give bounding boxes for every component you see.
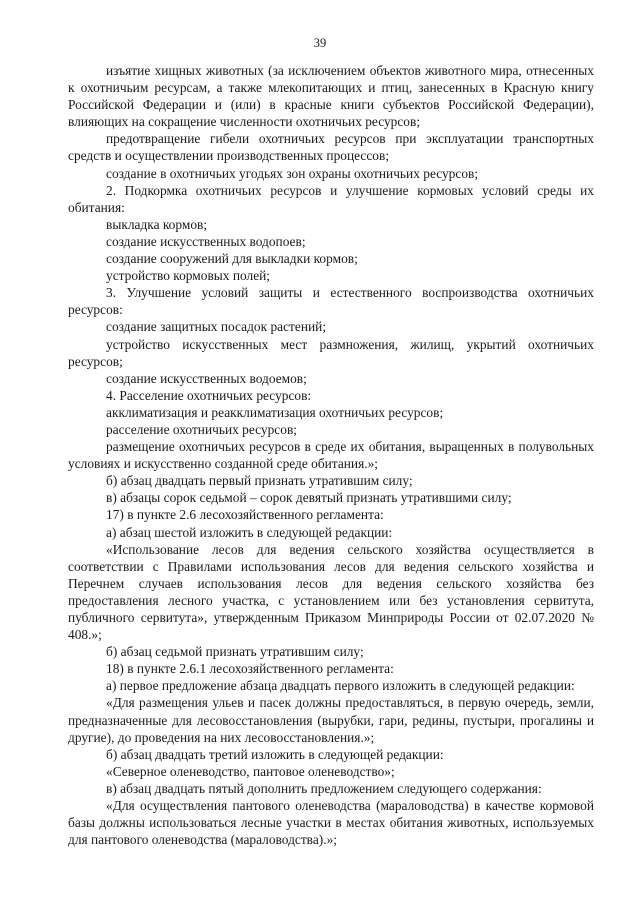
paragraph: создание защитных посадок растений;	[106, 319, 327, 335]
paragraph: акклиматизация и реакклиматизация охотничьих ресурсов;	[106, 404, 444, 420]
paragraph: в) абзацы сорок седьмой – сорок девятый признать утратившими силу;	[106, 490, 512, 506]
page-number: 39	[313, 36, 327, 50]
paragraph: размещение охотничьих ресурсов в среде их обитания, выращенных в полувольных условиях и искусственно созданной среде обитания.»;	[68, 439, 594, 472]
paragraph: 2. Подкормка охотничьих ресурсов и улучшение кормовых условий среды их обитания:	[68, 182, 594, 215]
paragraph: б) абзац седьмой признать утратившим силу;	[106, 644, 364, 660]
paragraph: 18) в пункте 2.6.1 лесохозяйственного регламента:	[106, 661, 394, 677]
paragraph: создание в охотничьих угодьях зон охраны охотничьих ресурсов;	[106, 165, 479, 181]
paragraph: б) абзац двадцать первый признать утратившим силу;	[106, 473, 413, 489]
paragraph: создание искусственных водоемов;	[106, 370, 307, 386]
paragraph: а) абзац шестой изложить в следующей редакции:	[106, 524, 393, 540]
paragraph: создание искусственных водопоев;	[106, 233, 306, 249]
paragraph: устройство кормовых полей;	[106, 268, 271, 284]
paragraph: «Использование лесов для ведения сельского хозяйства осуществляется в соответствии с Правилами использования лесов для ведения сельского хозяйства и Перечнем случаев использования лесов для ведения сельского хозяйства без предоставления лесного участка, с установлением или без установления сервитута, публичного сервитута», утвержденным Приказом Минприроды России от 02.07.2020 № 408.»;	[68, 541, 594, 643]
document-body	[68, 62, 594, 848]
paragraph: изъятие хищных животных (за исключением объектов животного мира, отнесенных к охотничьим ресурсам, а также млекопитающих и птиц, занесенных в Красную книгу Российской Федерации и (или) в красные книги субъектов Российской Федерации), влияющих на сокращение численности охотничьих ресурсов;	[68, 63, 594, 130]
paragraph: «Северное оленеводство, пантовое оленеводство»;	[106, 763, 395, 779]
paragraph: 17) в пункте 2.6 лесохозяйственного регламента:	[106, 507, 384, 523]
paragraph: в) абзац двадцать пятый дополнить предложением следующего содержания:	[106, 780, 542, 796]
paragraph: «Для осуществления пантового оленеводства (мараловодства) в качестве кормовой базы должны использоваться лесные участки в местах обитания животных, используемых для пантового оленеводства (мараловодства).»;	[68, 798, 594, 848]
paragraph: предотвращение гибели охотничьих ресурсов при эксплуатации транспортных средств и осуществлении производственных процессов;	[68, 131, 594, 164]
paragraph: 3. Улучшение условий защиты и естественного воспроизводства охотничьих ресурсов:	[68, 285, 594, 318]
paragraph: «Для размещения ульев и пасек должны предоставляться, в первую очередь, земли, предназначенные для лесовосстановления (вырубки, гари, редины, пустыри, прогалины и другие), до проведения на них лесовосстановления.»;	[68, 695, 594, 745]
paragraph: выкладка кормов;	[106, 216, 208, 232]
paragraph: создание сооружений для выкладки кормов;	[106, 251, 358, 267]
paragraph: а) первое предложение абзаца двадцать первого изложить в следующей редакции:	[106, 678, 575, 694]
paragraph: расселение охотничьих ресурсов;	[106, 421, 297, 437]
paragraph: устройство искусственных мест размножения, жилищ, укрытий охотничьих ресурсов;	[68, 336, 594, 369]
paragraph: 4. Расселение охотничьих ресурсов:	[106, 387, 312, 403]
paragraph: б) абзац двадцать третий изложить в следующей редакции:	[106, 746, 444, 762]
